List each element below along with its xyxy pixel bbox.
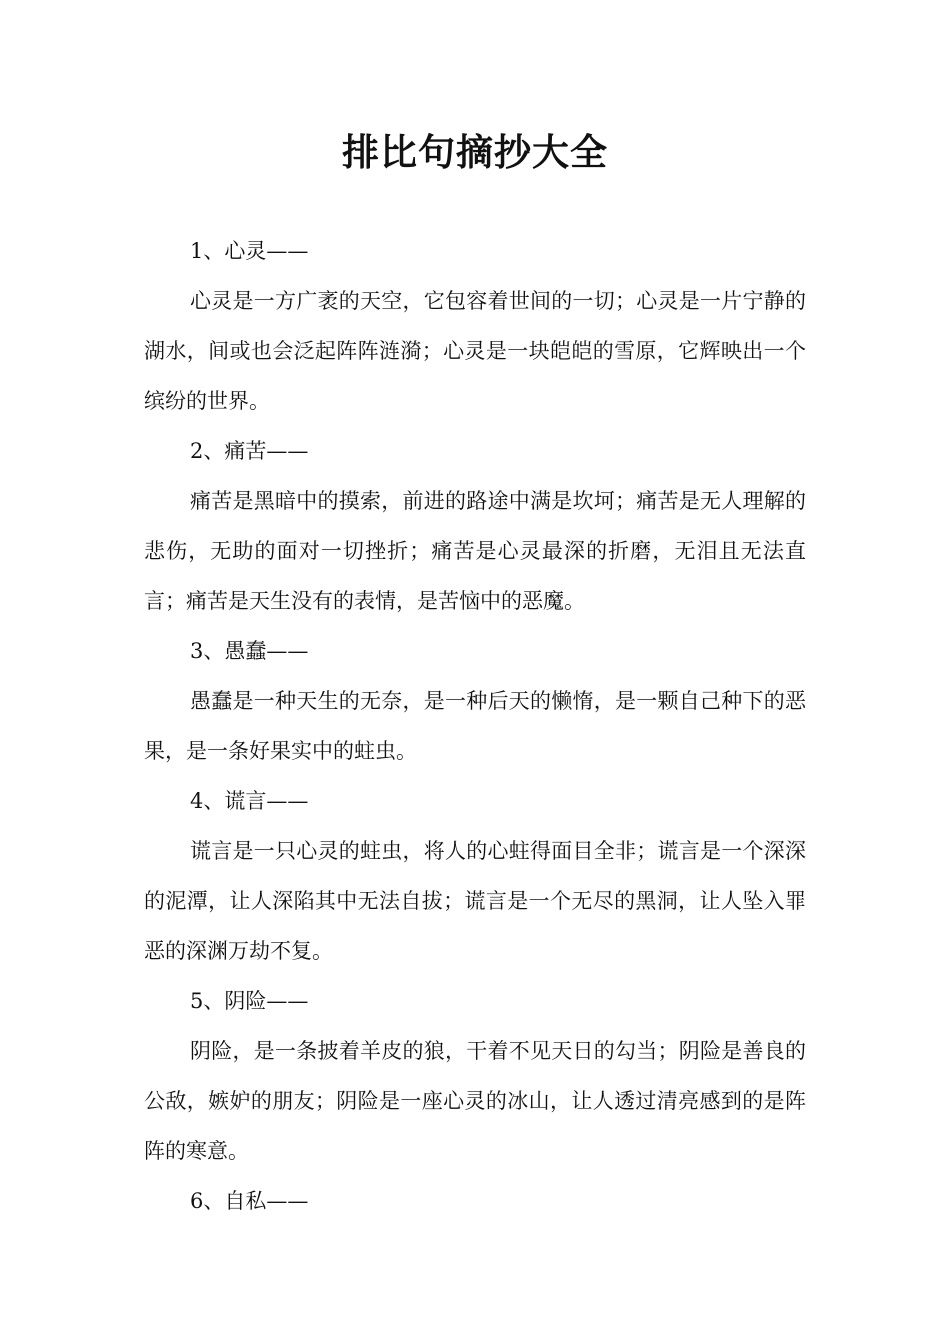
document-title: 排比句摘抄大全 [342,131,608,174]
section-heading: 3、愚蠢—— [190,639,309,663]
section-paragraph: 谎言是一只心灵的蛀虫，将人的心蛀得面目全非；谎言是一个深深的泥潭，让人深陷其中无法自拔；谎言是一个无尽的黑洞，让人坠入罪恶的深渊万劫不复。 [144,839,806,963]
section-paragraph: 愚蠢是一种天生的无奈，是一种后天的懒惰，是一颗自己种下的恶果，是一条好果实中的蛀虫。 [144,689,806,763]
section-paragraph: 阴险，是一条披着羊皮的狼，干着不见天日的勾当；阴险是善良的公敌，嫉妒的朋友；阴险是一座心灵的冰山，让人透过清亮感到的是阵阵的寒意。 [144,1039,806,1163]
section-heading: 4、谎言—— [190,789,309,813]
section-heading: 2、痛苦—— [190,439,309,463]
document-body [144,226,806,1226]
section-heading: 5、阴险—— [190,989,309,1013]
section-paragraph: 心灵是一方广袤的天空，它包容着世间的一切；心灵是一片宁静的湖水，间或也会泛起阵阵涟漪；心灵是一块皑皑的雪原，它辉映出一个缤纷的世界。 [144,289,806,413]
section-paragraph: 痛苦是黑暗中的摸索，前进的路途中满是坎坷；痛苦是无人理解的悲伤，无助的面对一切挫折；痛苦是心灵最深的折磨，无泪且无法直言；痛苦是天生没有的表情，是苦恼中的恶魔。 [144,489,806,613]
section-heading: 1、心灵—— [190,239,309,263]
section-heading: 6、自私—— [190,1189,309,1213]
